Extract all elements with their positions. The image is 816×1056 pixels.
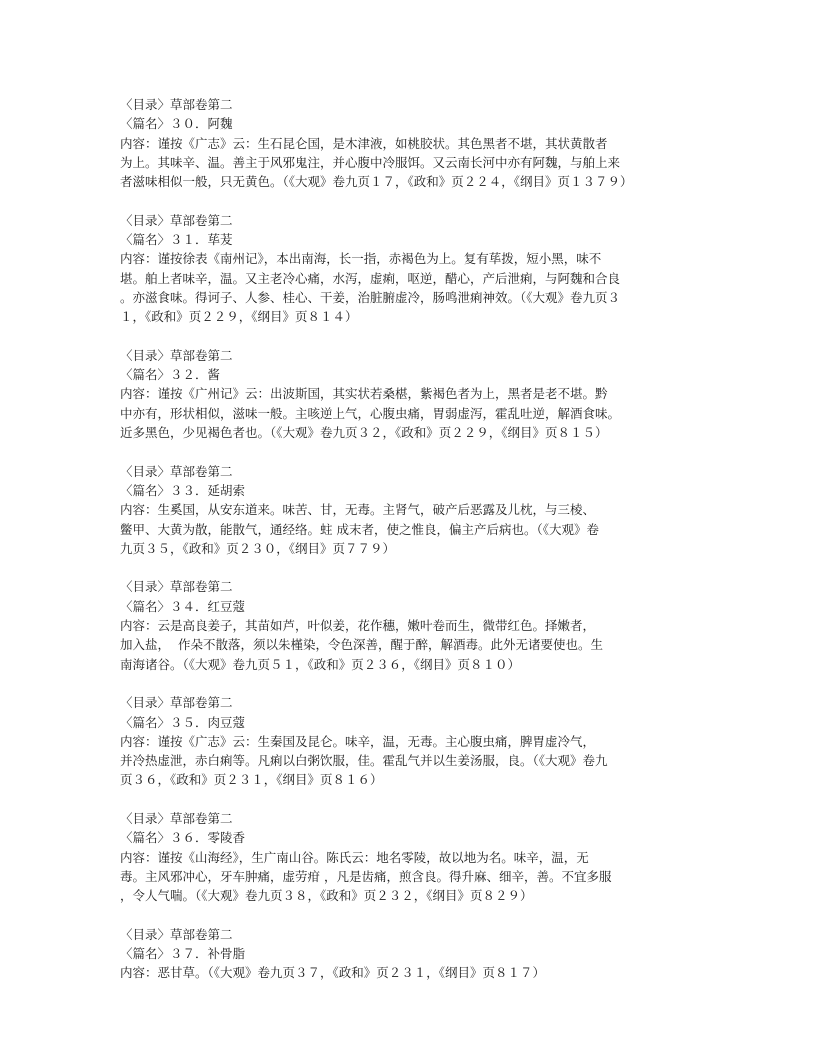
catalog-line: 〈目录〉草部卷第二 <box>120 97 233 112</box>
content-line: 堪。舶上者味辛，温。又主老冷心痛，水泻，虚痢，呕逆，醋心，产后泄痢，与阿魏和合良 <box>120 270 621 286</box>
content-line: 。亦滋食味。得诃子、人参、桂心、干姜，治脏腑虚冷，肠鸣泄痢神效。（《大观》卷九页３ <box>120 289 621 305</box>
content-line: 鳖甲、大黄为散，能散气，通经络。蛀 成末者，使之惟良，偏主产后病也。（《大观》卷 <box>120 521 599 537</box>
content-line: 毒。主风邪冲心，牙车肿痛，虚劳疳 ，凡是齿痛，煎含良。得升麻、细辛，善。不宜多服 <box>120 868 612 884</box>
content-line: 南海诸谷。（《大观》卷九页５１，《政和》页２３６，《纲目》页８１０） <box>120 656 521 672</box>
content-line: 九页３５，《政和》页２３０，《纲目》页７７９） <box>120 540 396 556</box>
content-line: ，令人气喘。（《大观》卷九页３８，《政和》页２３２，《纲目》页８２９） <box>120 888 533 904</box>
content-line: 内容：谨按徐表《南州记》，本出南海，长一指，赤褐色为上。复有荜拨，短小黑，味不 <box>120 251 602 267</box>
catalog-line: 〈目录〉草部卷第二 <box>120 579 233 595</box>
entry-36-linglingxiang <box>120 809 720 905</box>
entry-34-hongdoukou <box>120 577 720 673</box>
catalog-line: 〈目录〉草部卷第二 <box>120 695 233 711</box>
content-line: 内容：谨按《山海经》，生广南山谷。陈氏云：地名零陵，故以地为名。味辛，温，无 <box>120 849 589 865</box>
title-line: 〈篇名〉３２．酱 <box>120 367 221 383</box>
title-line: 〈篇名〉３１．荜茇 <box>120 232 233 248</box>
content-line: １，《政和》页２２９，《纲目》页８１４） <box>120 309 358 325</box>
content-line: 内容：谨按《广志》云：生石昆仑国，是木津液，如桃胶状。其色黑者不堪，其状黄散者 <box>120 135 608 151</box>
content-line: 中亦有，形状相似，滋味一般。主咳逆上气，心腹虫痛，胃弱虚泻，霍乱吐逆，解酒食味。 <box>120 405 621 421</box>
entry-32-jiang <box>120 346 720 442</box>
title-line: 〈篇名〉３０．阿魏 <box>120 116 233 132</box>
title-line: 〈篇名〉３６．零陵香 <box>120 830 246 846</box>
content-line: 并冷热虚泄，赤白痢等。凡痢以白粥饮服，佳。霍乱气并以生姜汤服，良。（《大观》卷九 <box>120 753 608 769</box>
content-line: 近多黑色，少见褐色者也。（《大观》卷九页３２，《政和》页２２９，《纲目》页８１５） <box>120 425 608 441</box>
entry-30-awei <box>120 95 720 191</box>
content-line: 内容：谨按《广州记》云：出波斯国，其实状若桑椹，紫褐色者为上，黑者是老不堪。黔 <box>120 386 608 402</box>
content-line: 内容：恶甘草。（《大观》卷九页３７，《政和》页２３１，《纲目》页８１７） <box>120 965 546 981</box>
content-line: 内容：生奚国，从安东道来。味苦、甘，无毒。主肾气，破产后恶露及儿枕，与三棱、 <box>120 502 596 518</box>
catalog-line: 〈目录〉草部卷第二 <box>120 463 233 479</box>
content-line: 加入盐， 作朵不散落，须以朱槿染，令色深善，醒于醉，解酒毒。此外无诸要使也。生 <box>120 637 603 653</box>
entry-35-roudoukou <box>120 693 720 789</box>
content-line: 者滋味相似一般，只无黄色。（《大观》卷九页１７，《政和》页２２４，《纲目》页１３７９） <box>120 174 633 190</box>
content-line: 为上。其味辛、温。善主于风邪鬼注，并心腹中冷服饵。又云南长河中亦有阿魏，与舶上来 <box>120 154 621 170</box>
catalog-line: 〈目录〉草部卷第二 <box>120 810 233 826</box>
title-line: 〈篇名〉３５．肉豆蔻 <box>120 714 246 730</box>
entry-31-bibo <box>120 211 720 327</box>
entry-33-yanhusuo <box>120 462 720 558</box>
document-page <box>120 95 720 1002</box>
catalog-line: 〈目录〉草部卷第二 <box>120 347 233 363</box>
content-line: 页３６，《政和》页２３１，《纲目》页８１６） <box>120 772 383 788</box>
title-line: 〈篇名〉３７．补骨脂 <box>120 946 246 962</box>
title-line: 〈篇名〉３３．延胡索 <box>120 482 246 498</box>
content-line: 内容：谨按《广志》云：生秦国及昆仑。味辛，温，无毒。主心腹虫痛，脾胃虚冷气， <box>120 733 596 749</box>
catalog-line: 〈目录〉草部卷第二 <box>120 926 233 942</box>
content-line: 内容：云是高良姜子，其苗如芦，叶似姜，花作穗，嫩叶卷而生，微带红色。择嫩者， <box>120 618 596 634</box>
entry-37-buguzhi <box>120 925 720 983</box>
title-line: 〈篇名〉３４．红豆蔻 <box>120 598 246 614</box>
catalog-line: 〈目录〉草部卷第二 <box>120 212 233 228</box>
